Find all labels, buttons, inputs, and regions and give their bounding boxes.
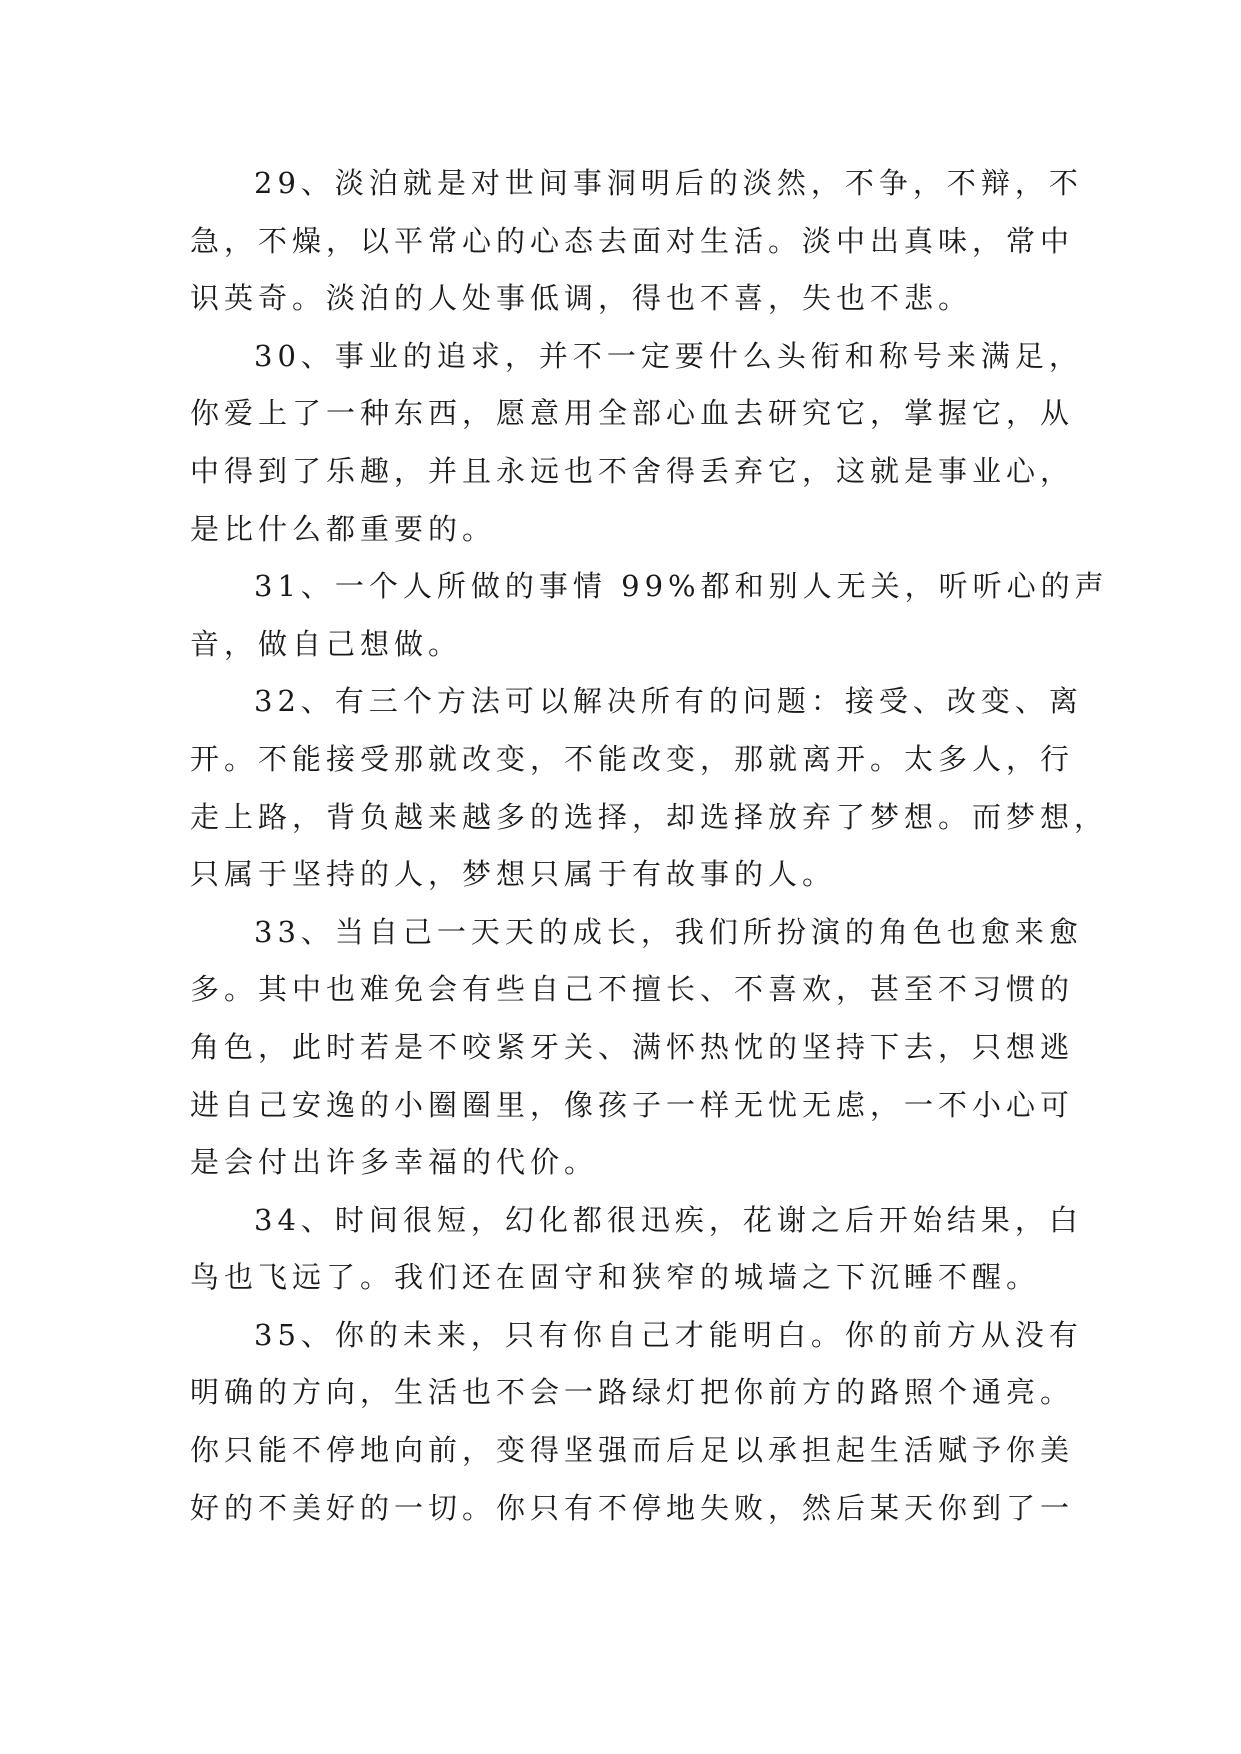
text-line: 中得到了乐趣，并且永远也不舍得丢弃它，这就是事业心，	[190, 453, 1075, 488]
text-line: 是比什么都重要的。	[190, 511, 497, 546]
paragraph-34	[190, 1192, 1083, 1307]
text-line: 急，不燥，以平常心的心态去面对生活。淡中出真味，常中	[190, 223, 1075, 258]
text-line: 进自己安逸的小圈圈里，像孩子一样无忧无虑，一不小心可	[190, 1087, 1075, 1122]
paragraph-35	[190, 1307, 1083, 1537]
text-line: 30、事业的追求，并不一定要什么头衔和称号来满足，	[254, 338, 1083, 373]
text-line: 走上路，背负越来越多的选择，却选择放弃了梦想。而梦想，	[190, 799, 1109, 834]
document-body	[190, 155, 1109, 1537]
text-line: 你爱上了一种东西，愿意用全部心血去研究它，掌握它，从	[190, 396, 1075, 431]
text-line: 29、淡泊就是对世间事洞明后的淡然，不争，不辩，不	[254, 166, 1083, 200]
text-line: 35、你的未来，只有你自己才能明白。你的前方从没有	[254, 1317, 1083, 1352]
text-line: 多。其中也难免会有些自己不擅长、不喜欢，甚至不习惯的	[190, 972, 1075, 1007]
text-line: 好的不美好的一切。你只有不停地失败，然后某天你到了一	[190, 1490, 1075, 1525]
text-line: 31、一个人所做的事情 99%都和别人无关，听听心的声	[254, 569, 1109, 604]
paragraph-33	[190, 904, 1083, 1192]
text-line: 34、时间很短，幻化都很迅疾，花谢之后开始结果，白	[254, 1202, 1083, 1237]
paragraph-29	[190, 155, 1083, 328]
text-line: 你只能不停地向前，变得坚强而后足以承担起生活赋予你美	[190, 1433, 1075, 1468]
text-line: 只属于坚持的人，梦想只属于有故事的人。	[190, 857, 837, 892]
text-line: 音，做自己想做。	[190, 626, 463, 661]
text-line: 明确的方向，生活也不会一路绿灯把你前方的路照个通亮。	[190, 1375, 1075, 1410]
text-line: 开。不能接受那就改变，不能改变，那就离开。太多人，行	[190, 741, 1075, 776]
paragraph-30	[190, 328, 1083, 558]
text-line: 角色，此时若是不咬紧牙关、满怀热忱的坚持下去，只想逃	[190, 1029, 1075, 1064]
text-line: 32、有三个方法可以解决所有的问题：接受、改变、离	[254, 684, 1083, 719]
text-line: 是会付出许多幸福的代价。	[190, 1145, 599, 1180]
text-line: 识英奇。淡泊的人处事低调，得也不喜，失也不悲。	[190, 281, 973, 316]
paragraph-31	[190, 558, 1109, 673]
text-line: 鸟也飞远了。我们还在固守和狭窄的城墙之下沉睡不醒。	[190, 1260, 1041, 1295]
paragraph-32	[190, 673, 1109, 903]
text-line: 33、当自己一天天的成长，我们所扮演的角色也愈来愈	[254, 914, 1083, 949]
